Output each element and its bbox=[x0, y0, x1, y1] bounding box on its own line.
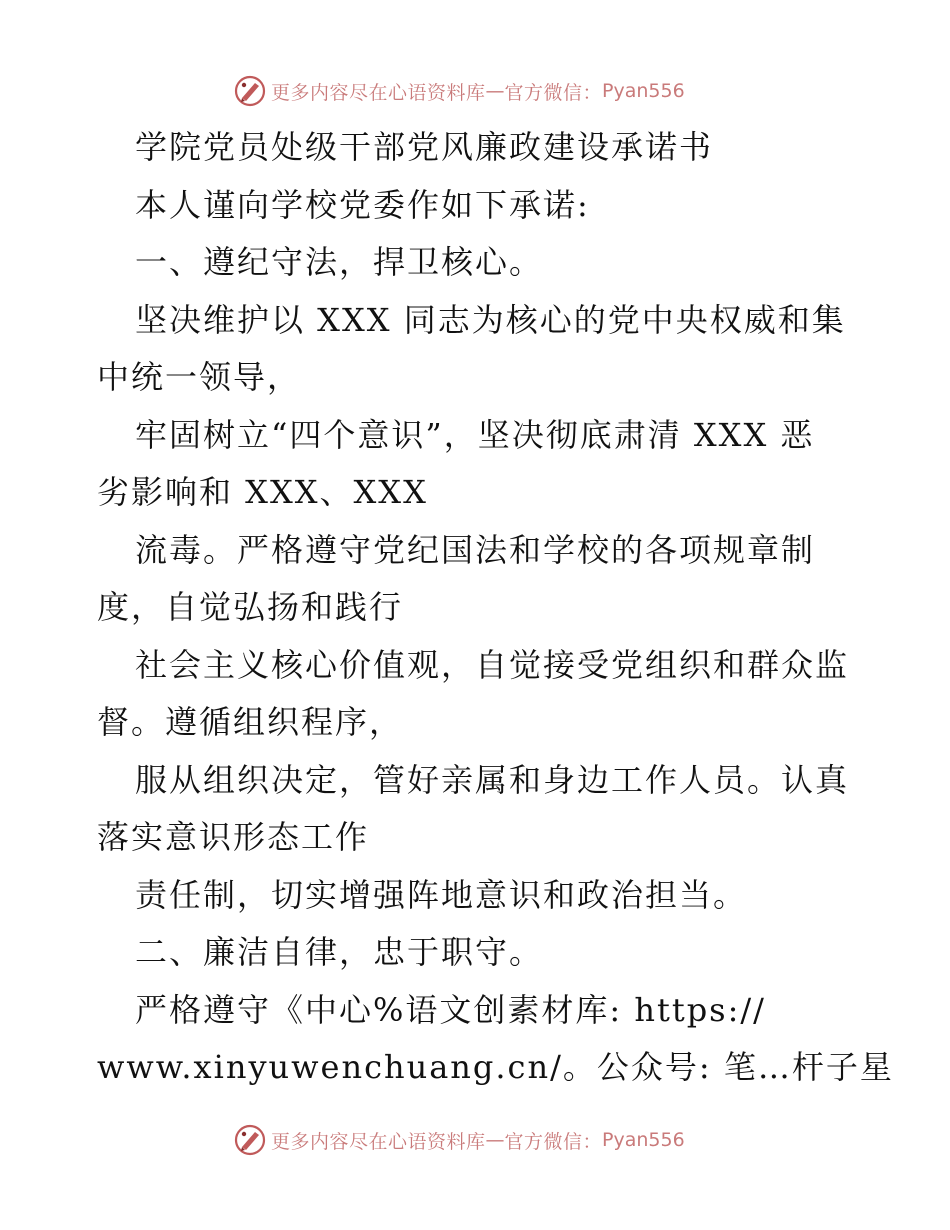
watermark-separator: — bbox=[485, 1129, 505, 1151]
document-line: 劣影响和 XXX、XXX bbox=[97, 473, 428, 511]
footer-watermark bbox=[233, 1123, 685, 1157]
document-line: 落实意识形态工作 bbox=[97, 818, 370, 856]
document-body bbox=[97, 119, 894, 1097]
document-line: 中统一领导， bbox=[97, 358, 302, 396]
header-watermark bbox=[233, 74, 685, 108]
watermark-account: Pyan556 bbox=[602, 80, 685, 102]
document-line: 服从组织决定，管好亲属和身边工作人员。认真 bbox=[135, 760, 850, 799]
document-line: 坚决维护以 XXX 同志为核心的党中央权威和集 bbox=[135, 300, 846, 339]
watermark-official: 官方微信： bbox=[504, 81, 603, 104]
document-line: 二、廉洁自律，忠于职守。 bbox=[135, 933, 544, 971]
document-line: 督。遵循组织程序， bbox=[97, 703, 404, 741]
watermark-text: 更多内容尽在心语资料库 bbox=[271, 81, 486, 104]
document-line: 社会主义核心价值观，自觉接受党组织和群众监 bbox=[135, 645, 850, 684]
document-line: 流毒。严格遵守党纪国法和学校的各项规章制 bbox=[135, 530, 816, 569]
watermark-official: 官方微信： bbox=[504, 1130, 603, 1153]
document-line: 一、遵纪守法，捍卫核心。 bbox=[135, 243, 544, 281]
document-line: 责任制，切实增强阵地意识和政治担当。 bbox=[135, 875, 748, 914]
watermark-text: 更多内容尽在心语资料库 bbox=[271, 1130, 486, 1153]
document-line: 严格遵守《中心%语文创素材库: https:// bbox=[135, 990, 766, 1029]
document-line: 本人谨向学校党委作如下承诺: bbox=[135, 185, 590, 224]
pen-logo-icon bbox=[233, 74, 267, 108]
document-line: 牢固树立“四个意识”，坚决彻底肃清 XXX 恶 bbox=[135, 415, 815, 454]
watermark-account: Pyan556 bbox=[602, 1129, 685, 1151]
document-line: www.xinyuwenchuang.cn/。公众号: 笔…杆子星 bbox=[97, 1048, 894, 1086]
document-line: 学院党员处级干部党风廉政建设承诺书 bbox=[135, 128, 714, 166]
pen-logo-icon bbox=[233, 1123, 267, 1157]
document-line: 度，自觉弘扬和践行 bbox=[97, 588, 404, 626]
watermark-separator: — bbox=[485, 80, 505, 102]
